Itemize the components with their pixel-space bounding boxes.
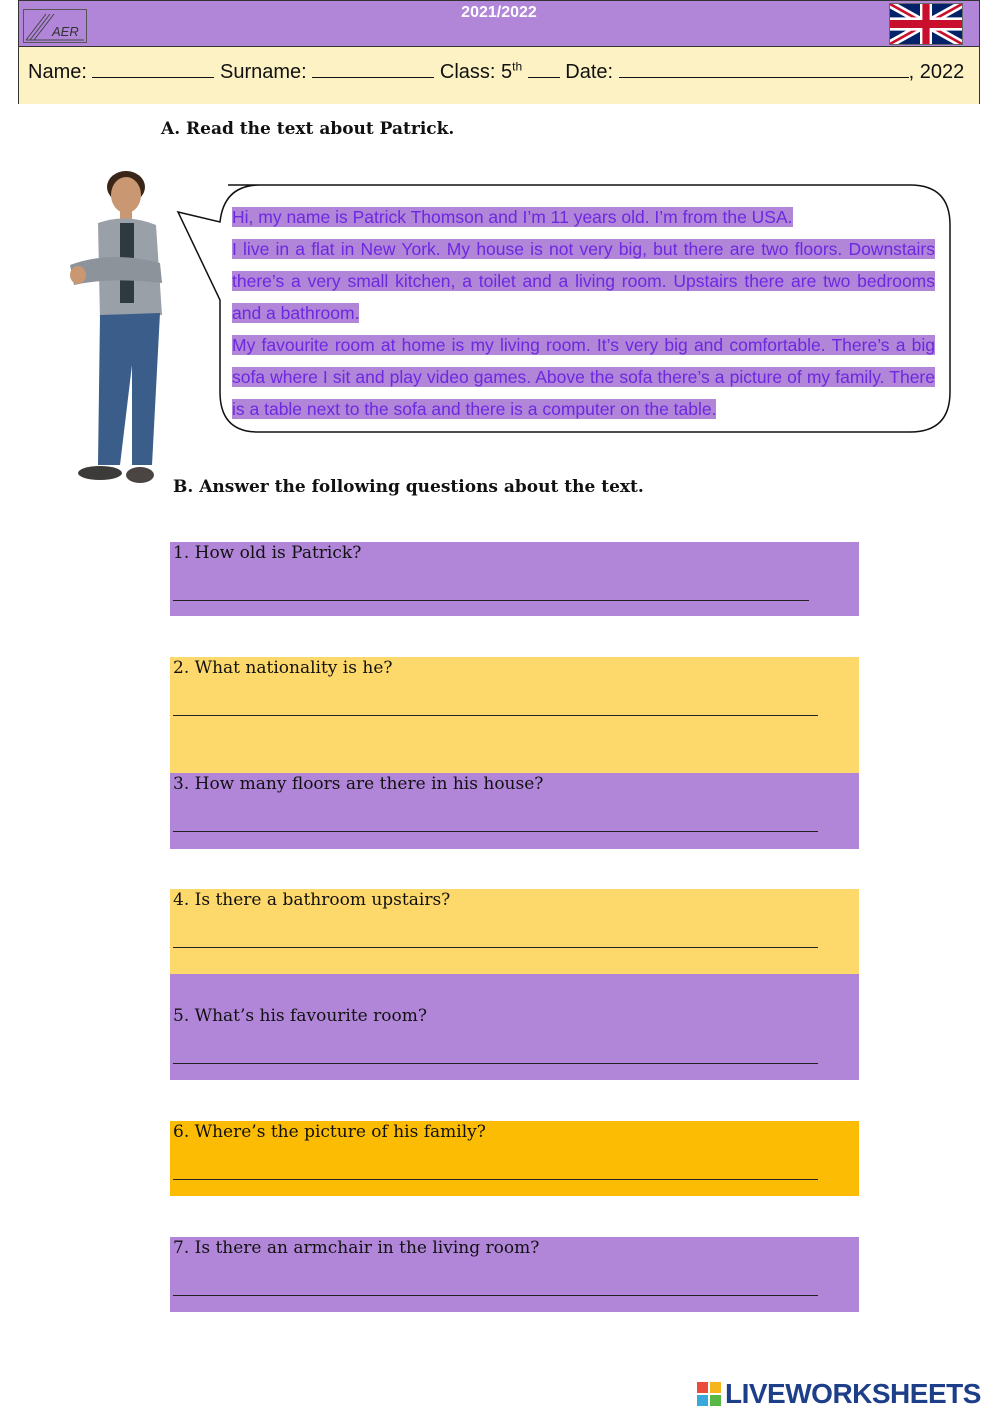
story-paragraph: Hi, my name is Patrick Thomson and I’m 11 years old. I’m from the USA. <box>232 207 793 227</box>
answer-line[interactable] <box>173 600 809 601</box>
question-box-4 <box>170 889 859 974</box>
name-label: Name: <box>28 61 87 83</box>
answer-line[interactable] <box>173 1179 818 1180</box>
brand-text: LIVEWORKSHEETS <box>725 1378 981 1409</box>
section-b-heading: B. Answer the following questions about the text. <box>173 477 644 497</box>
logo-text: AER <box>52 24 79 39</box>
question-box-7 <box>170 1237 859 1312</box>
student-info-line <box>28 59 964 84</box>
question-box-3 <box>170 773 859 849</box>
class-field[interactable] <box>528 59 560 78</box>
header-band <box>19 1 979 47</box>
question-text: 5. What’s his favourite room? <box>173 1006 427 1026</box>
question-text: 4. Is there a bathroom upstairs? <box>173 890 451 910</box>
surname-field[interactable] <box>312 59 434 78</box>
answer-line[interactable] <box>173 831 818 832</box>
date-label: Date: <box>565 61 614 83</box>
date-field[interactable] <box>619 59 909 78</box>
uk-flag-icon <box>889 3 963 45</box>
class-label: Class: 5 <box>439 61 513 83</box>
liveworksheets-logo-icon <box>697 1382 721 1406</box>
answer-line[interactable] <box>173 715 818 716</box>
name-field[interactable] <box>92 59 214 78</box>
question-box-2 <box>170 657 859 773</box>
section-a-heading: A. Read the text about Patrick. <box>161 119 455 139</box>
question-text: 1. How old is Patrick? <box>173 543 362 563</box>
question-box-6 <box>170 1121 859 1196</box>
answer-line[interactable] <box>173 947 818 948</box>
patrick-image <box>40 165 170 495</box>
question-text: 3. How many floors are there in his house? <box>173 774 544 794</box>
question-box-5 <box>170 974 859 1080</box>
school-year: 2021/2022 <box>461 4 537 21</box>
question-box-1 <box>170 542 859 616</box>
answer-line[interactable] <box>173 1063 818 1064</box>
surname-label: Surname: <box>220 61 307 83</box>
story-paragraph: I live in a flat in New York. My house is not very big, but there are two floors. Downstairs there’s a very small kitchen, a toilet and a living room. Upstairs there are two bedrooms and a bathroom. <box>232 239 935 323</box>
date-year: , 2022 <box>908 61 965 83</box>
question-text: 6. Where’s the picture of his family? <box>173 1122 486 1142</box>
class-suffix: th <box>512 59 523 74</box>
patrick-text <box>232 201 935 425</box>
story-paragraph: My favourite room at home is my living room. It’s very big and comfortable. There’s a big sofa where I sit and play video games. Above the sofa there’s a picture of my family. There is a table next to the sofa and there is a computer on the table. <box>232 335 935 419</box>
answer-line[interactable] <box>173 1295 818 1296</box>
question-text: 2. What nationality is he? <box>173 658 393 678</box>
student-info-bar <box>19 47 979 104</box>
worksheet-header <box>18 0 980 104</box>
question-text: 7. Is there an armchair in the living room? <box>173 1238 540 1258</box>
